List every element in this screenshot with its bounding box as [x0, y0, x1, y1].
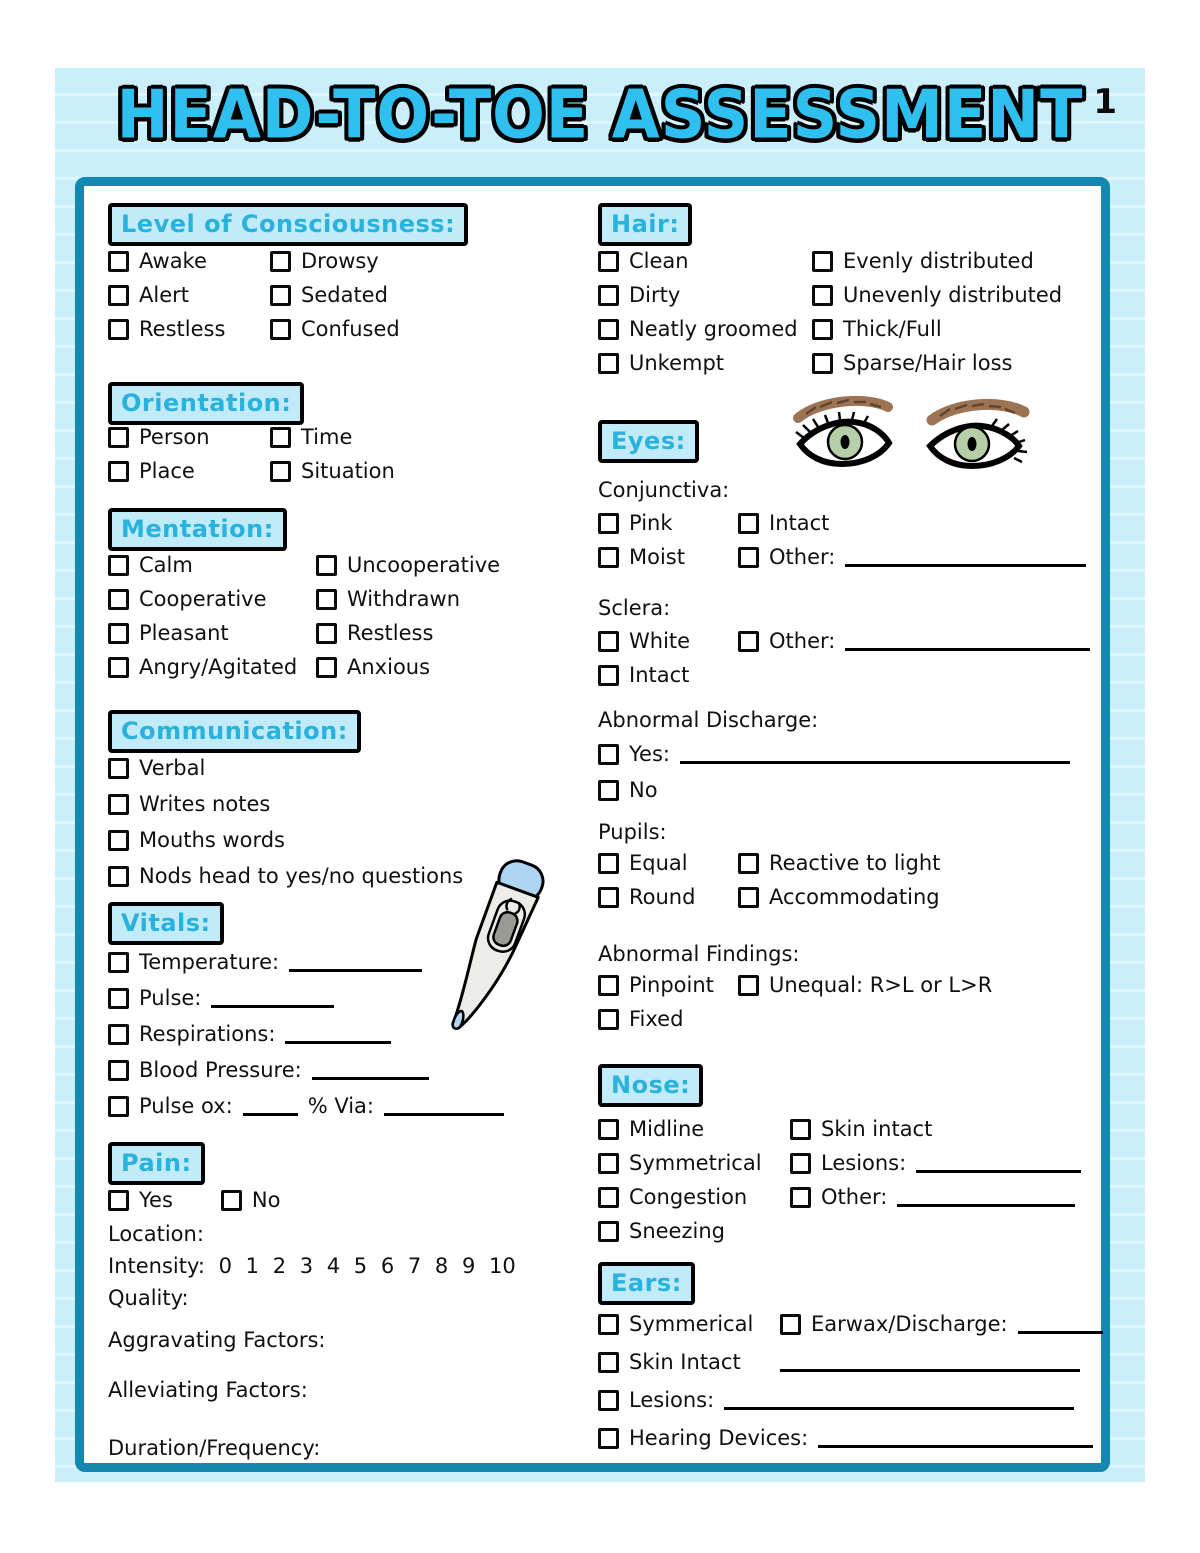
checkbox[interactable]: [738, 887, 759, 908]
blank-line[interactable]: [1018, 1320, 1103, 1334]
section-header-mentation: Mentation:: [108, 508, 287, 551]
checkbox-row: [598, 1008, 738, 1030]
checkbox[interactable]: [812, 251, 833, 272]
checkbox[interactable]: [108, 427, 129, 448]
conjunctiva-label: Conjunctiva:: [598, 478, 730, 502]
checkbox[interactable]: [598, 853, 619, 874]
option-label: Other:: [769, 545, 836, 569]
checkbox-row: [270, 426, 548, 448]
option-label: Round: [629, 885, 696, 909]
assessment-card: [75, 177, 1110, 1472]
pain-location-label: Location:: [108, 1222, 204, 1246]
option-label: Anxious: [347, 655, 431, 679]
checkbox[interactable]: [108, 623, 129, 644]
checkbox[interactable]: [270, 319, 291, 340]
page-number: 1: [1093, 82, 1117, 122]
option-label: Unkempt: [629, 351, 725, 375]
checkbox[interactable]: [598, 887, 619, 908]
checkbox-row: [108, 554, 316, 576]
checkbox[interactable]: [598, 547, 619, 568]
sclera-group: [598, 596, 1098, 686]
checkbox-row: [738, 886, 1098, 908]
pupils-group: [598, 820, 1098, 908]
checkbox-row: [598, 1152, 790, 1174]
checkbox-row: [812, 250, 1098, 272]
checkbox-row: [812, 284, 1098, 306]
checkbox-row: [738, 546, 1098, 568]
option-label: Neatly groomed: [629, 317, 798, 341]
checkbox[interactable]: [598, 1119, 619, 1140]
option-label: Place: [139, 459, 195, 483]
checkbox-row: [108, 622, 316, 644]
option-label: Pleasant: [139, 621, 229, 645]
option-label: Fixed: [629, 1007, 684, 1031]
checkbox[interactable]: [108, 319, 129, 340]
option-label: Writes notes: [139, 792, 271, 816]
field-label: Blood Pressure:: [139, 1058, 302, 1082]
checkbox-row: [270, 250, 548, 272]
checkbox-row: [598, 742, 1098, 766]
checkbox-row: [108, 656, 316, 678]
option-label: White: [629, 629, 691, 653]
checkbox[interactable]: [108, 555, 129, 576]
mentation-options: [108, 554, 568, 678]
checkbox[interactable]: [598, 744, 619, 765]
checkbox[interactable]: [108, 1060, 129, 1081]
pain-fields: [108, 1188, 578, 1460]
option-label: Dirty: [629, 283, 681, 307]
option-label: Drowsy: [301, 249, 379, 273]
checkbox-row: [598, 1388, 1098, 1412]
option-label: Symmetrical: [629, 1151, 762, 1175]
checkbox[interactable]: [738, 513, 759, 534]
checkbox-row: [738, 512, 1098, 534]
checkbox-row: [598, 974, 738, 996]
checkbox[interactable]: [598, 1428, 619, 1449]
checkbox[interactable]: [316, 623, 337, 644]
option-label: Sparse/Hair loss: [843, 351, 1013, 375]
checkbox[interactable]: [108, 251, 129, 272]
pupils-label: Pupils:: [598, 820, 667, 844]
abnormal-discharge-label: Abnormal Discharge:: [598, 708, 819, 732]
checkbox[interactable]: [108, 830, 129, 851]
pain-aggravating-label: Aggravating Factors:: [108, 1328, 326, 1352]
option-label: Thick/Full: [843, 317, 942, 341]
checkbox[interactable]: [270, 427, 291, 448]
option-label: Congestion: [629, 1185, 748, 1209]
option-label: Earwax/Discharge:: [811, 1312, 1008, 1336]
field-label: Pulse ox:: [139, 1094, 233, 1118]
field-label: Pulse:: [139, 986, 202, 1010]
checkbox-row: [812, 352, 1098, 374]
option-label: Symmerical: [629, 1312, 754, 1336]
checkbox[interactable]: [780, 1314, 801, 1335]
checkbox-row: [108, 792, 568, 816]
checkbox[interactable]: [812, 319, 833, 340]
checkbox[interactable]: [108, 952, 129, 973]
section-header-level-of-consciousness: Level of Consciousness:: [108, 203, 468, 246]
checkbox[interactable]: [790, 1153, 811, 1174]
checkbox-row: [598, 250, 812, 272]
option-label: Restless: [347, 621, 434, 645]
checkbox-row: [598, 318, 812, 340]
checkbox[interactable]: [108, 1096, 129, 1117]
option-label: Withdrawn: [347, 587, 460, 611]
pain-duration-label: Duration/Frequency:: [108, 1436, 321, 1460]
checkbox-row: [738, 630, 1098, 652]
option-label: Reactive to light: [769, 851, 941, 875]
checkbox-row: [598, 1312, 1098, 1336]
checkbox-row: [598, 546, 738, 568]
option-label: Person: [139, 425, 210, 449]
option-label: Sneezing: [629, 1219, 725, 1243]
checkbox-row: [598, 1350, 1098, 1374]
checkbox[interactable]: [598, 513, 619, 534]
option-label: Intact: [769, 511, 830, 535]
checkbox-row: [270, 318, 548, 340]
checkbox[interactable]: [270, 285, 291, 306]
sclera-label: Sclera:: [598, 596, 671, 620]
lined-paper-background: [55, 68, 1145, 1482]
checkbox-row: [316, 656, 568, 678]
checkbox[interactable]: [598, 631, 619, 652]
checkbox[interactable]: [738, 547, 759, 568]
blank-line[interactable]: [897, 1193, 1075, 1207]
option-label: Confused: [301, 317, 400, 341]
checkbox[interactable]: [598, 353, 619, 374]
checkbox-row: [598, 630, 738, 652]
checkbox[interactable]: [598, 1009, 619, 1030]
option-label: Intact: [629, 663, 690, 687]
checkbox-row: [598, 1118, 790, 1140]
option-label: Uncooperative: [347, 553, 501, 577]
checkbox[interactable]: [738, 853, 759, 874]
nose-options: [598, 1118, 1098, 1242]
option-label: Verbal: [139, 756, 206, 780]
option-label: Alert: [139, 283, 189, 307]
checkbox[interactable]: [316, 589, 337, 610]
vital-field-row: [108, 1058, 578, 1082]
option-label: Nods head to yes/no questions: [139, 864, 464, 888]
orientation-options: [108, 426, 548, 482]
pain-intensity-scale[interactable]: Intensity: 0 1 2 3 4 5 6 7 8 9 10: [108, 1254, 516, 1278]
conjunctiva-group: [598, 478, 1098, 568]
section-header-ears: Ears:: [598, 1262, 695, 1305]
checkbox-row: [598, 852, 738, 874]
section-header-pain: Pain:: [108, 1142, 205, 1185]
option-label: Skin Intact: [629, 1350, 741, 1374]
checkbox[interactable]: [316, 657, 337, 678]
checkbox-row: [108, 756, 568, 780]
checkbox[interactable]: [598, 1221, 619, 1242]
checkbox[interactable]: [598, 319, 619, 340]
blank-line[interactable]: [285, 1030, 391, 1044]
blank-line[interactable]: [845, 553, 1086, 567]
checkbox[interactable]: [812, 353, 833, 374]
field-label: % Via:: [307, 1094, 374, 1118]
checkbox[interactable]: [270, 461, 291, 482]
checkbox-row: [598, 778, 1098, 802]
checkbox-row: [108, 588, 316, 610]
section-header-communication: Communication:: [108, 710, 361, 753]
checkbox[interactable]: [108, 758, 129, 779]
blank-line[interactable]: [243, 1102, 298, 1116]
checkbox-row: [108, 318, 270, 340]
checkbox[interactable]: [790, 1187, 811, 1208]
blank-line[interactable]: [680, 750, 1070, 764]
checkbox[interactable]: [108, 866, 129, 887]
blank-line[interactable]: [780, 1358, 1080, 1372]
checkbox-row: [270, 284, 548, 306]
section-header-eyes: Eyes:: [598, 420, 699, 463]
checkbox-row: [790, 1152, 1098, 1174]
checkbox[interactable]: [598, 1153, 619, 1174]
option-label: Equal: [629, 851, 688, 875]
page-title: HEAD-TO-TOE ASSESSMENT: [116, 75, 1084, 154]
checkbox[interactable]: [738, 631, 759, 652]
checkbox-row: [598, 664, 738, 686]
option-label: Pinpoint: [629, 973, 714, 997]
option-label: No: [251, 1188, 281, 1212]
checkbox[interactable]: [598, 780, 619, 801]
checkbox-row: [108, 284, 270, 306]
abnormal-findings-label: Abnormal Findings:: [598, 942, 800, 966]
option-label: Skin intact: [821, 1117, 933, 1141]
option-label: Mouths words: [139, 828, 285, 852]
checkbox-row: [598, 1186, 790, 1208]
option-label: Pink: [629, 511, 673, 535]
checkbox[interactable]: [108, 1024, 129, 1045]
option-label: Time: [301, 425, 353, 449]
abnormal-findings-group: [598, 942, 1098, 1030]
option-label: Calm: [139, 553, 193, 577]
checkbox[interactable]: [108, 794, 129, 815]
checkbox-row: [598, 512, 738, 534]
option-label: Other:: [821, 1185, 888, 1209]
checkbox[interactable]: [598, 1390, 619, 1411]
checkbox-row: [316, 622, 568, 644]
checkbox[interactable]: [108, 461, 129, 482]
checkbox-row: [316, 554, 568, 576]
checkbox-row: [598, 886, 738, 908]
checkbox[interactable]: [108, 285, 129, 306]
option-label: Unequal: R>L or L>R: [769, 973, 993, 997]
option-label: Moist: [629, 545, 685, 569]
option-label: Clean: [629, 249, 689, 273]
checkbox[interactable]: [598, 1352, 619, 1373]
option-label: Awake: [139, 249, 207, 273]
blank-line[interactable]: [211, 994, 334, 1008]
option-label: Evenly distributed: [843, 249, 1034, 273]
option-label: Yes: [139, 1188, 173, 1212]
checkbox-row: [598, 352, 812, 374]
checkbox-row: [598, 1220, 790, 1242]
option-label: No: [629, 778, 658, 802]
option-label: Unevenly distributed: [843, 283, 1063, 307]
blank-line[interactable]: [845, 637, 1090, 651]
pain-quality-label: Quality:: [108, 1286, 189, 1310]
option-label: Lesions:: [629, 1388, 715, 1412]
checkbox-row: [108, 250, 270, 272]
pain-yes-no-row: [108, 1188, 578, 1212]
checkbox[interactable]: [108, 988, 129, 1009]
option-label: Midline: [629, 1117, 705, 1141]
blank-line[interactable]: [916, 1159, 1081, 1173]
checkbox[interactable]: [790, 1119, 811, 1140]
checkbox-row: [738, 852, 1098, 874]
blank-line[interactable]: [724, 1396, 1074, 1410]
checkbox[interactable]: [812, 285, 833, 306]
checkbox[interactable]: [598, 665, 619, 686]
checkbox[interactable]: [598, 1314, 619, 1335]
blank-line[interactable]: [289, 958, 422, 972]
field-label: Respirations:: [139, 1022, 276, 1046]
section-header-orientation: Orientation:: [108, 382, 304, 425]
checkbox[interactable]: [738, 975, 759, 996]
checkbox[interactable]: [598, 1187, 619, 1208]
abnormal-discharge-group: [598, 708, 1098, 802]
checkbox[interactable]: [598, 251, 619, 272]
checkbox-row: [270, 460, 548, 482]
option-label: Angry/Agitated: [139, 655, 298, 679]
blank-line[interactable]: [818, 1434, 1093, 1448]
option-label: Restless: [139, 317, 226, 341]
option-label: Lesions:: [821, 1151, 907, 1175]
checkbox-row: [108, 460, 270, 482]
option-label: Yes:: [629, 742, 670, 766]
checkbox-row: [790, 1186, 1098, 1208]
ears-options: [598, 1312, 1098, 1450]
checkbox-row: [738, 974, 1098, 996]
hair-options: [598, 250, 1098, 374]
checkbox[interactable]: [108, 1190, 129, 1211]
vital-field-row: [108, 1094, 578, 1118]
checkbox-row: [598, 1426, 1098, 1450]
option-label: Cooperative: [139, 587, 267, 611]
section-header-nose: Nose:: [598, 1064, 703, 1107]
checkbox-row: [108, 426, 270, 448]
checkbox-row: [316, 588, 568, 610]
section-header-hair: Hair:: [598, 203, 692, 246]
checkbox-row: [598, 284, 812, 306]
checkbox[interactable]: [598, 285, 619, 306]
section-header-vitals: Vitals:: [108, 902, 224, 945]
checkbox[interactable]: [221, 1190, 242, 1211]
checkbox-row: [812, 318, 1098, 340]
option-label: Situation: [301, 459, 395, 483]
checkbox[interactable]: [108, 657, 129, 678]
pain-alleviating-label: Alleviating Factors:: [108, 1378, 308, 1402]
checkbox[interactable]: [316, 555, 337, 576]
blank-line[interactable]: [384, 1102, 504, 1116]
option-label: Accommodating: [769, 885, 940, 909]
option-label: Sedated: [301, 283, 388, 307]
option-label: Other:: [769, 629, 836, 653]
option-label: Hearing Devices:: [629, 1426, 809, 1450]
field-label: Temperature:: [139, 950, 280, 974]
checkbox[interactable]: [270, 251, 291, 272]
checkbox[interactable]: [108, 589, 129, 610]
blank-line[interactable]: [312, 1066, 429, 1080]
eyes-illustration: [790, 392, 1040, 482]
checkbox-row: [790, 1118, 1098, 1140]
checkbox[interactable]: [598, 975, 619, 996]
loc-options: [108, 250, 548, 340]
